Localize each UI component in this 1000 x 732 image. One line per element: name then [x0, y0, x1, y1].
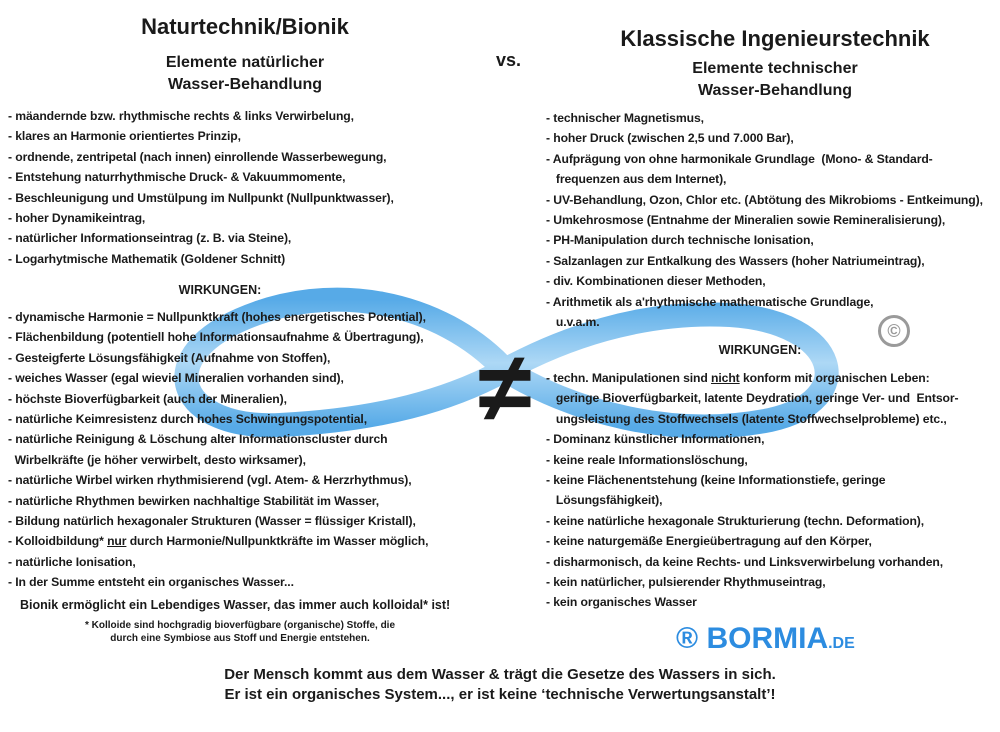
list-item: - weiches Wasser (egal wieviel Mineralien vorhanden sind), [8, 371, 344, 386]
list-item: - Beschleunigung und Umstülpung im Nullpunkt (Nullpunktwasser), [8, 190, 394, 205]
list-item: - Salzanlagen zur Entkalkung des Wassers (hoher Natriumeintrag), [546, 253, 925, 268]
list-item: - Logarhytmische Mathematik (Goldener Schnitt) [8, 251, 286, 266]
list-item: - höchste Bioverfügbarkeit (auch der Mineralien), [8, 391, 287, 406]
list-item: - ordnende, zentripetal (nach innen) einrollende Wasserbewegung, [8, 149, 387, 164]
list-item: - UV-Behandlung, Ozon, Chlor etc. (Abtötung des Mikrobioms - Entkeimung), [546, 192, 983, 207]
list-item: - Gesteigferte Lösungsfähigkeit (Aufnahme von Stoffen), [8, 350, 331, 365]
right-subtitle-1: Elemente technischer [692, 60, 858, 77]
right-subtitle-2: Wasser-Behandlung [697, 82, 853, 99]
footer-line-1: Der Mensch kommt aus dem Wasser & trägt die Gesetze des Wassers in sich. [224, 666, 776, 683]
brand-logo [676, 622, 855, 656]
versus-label: vs. [496, 50, 522, 70]
manip-prefix: - techn. Manipulationen sind [546, 371, 712, 385]
list-item [8, 531, 428, 551]
list-item: - dynamische Harmonie = Nullpunktkraft (hohes energetisches Potential), [8, 310, 426, 324]
list-item: - mäandernde bzw. rhythmische rechts & links Verwirbelung, [8, 109, 354, 123]
not-equal-icon: ≠ [478, 332, 532, 442]
list-item: - PH-Manipulation durch technische Ionisation, [546, 233, 814, 248]
left-items-list [8, 106, 394, 269]
left-subtitle-1: Elemente natürlicher [165, 54, 325, 71]
list-item: - kein organisches Wasser [546, 595, 697, 610]
list-item: - natürliche Reinigung & Löschung alter Informationscluster durch [8, 432, 388, 447]
list-item: - klares an Harmonie orientiertes Prinzip, [8, 129, 241, 144]
list-item: - natürliche Keimresistenz durch hohes Schwingungspotential, [8, 412, 368, 427]
list-item: - natürliche Rhythmen bewirken nachhaltige Stabilität im Wasser, [8, 493, 380, 508]
copyright-icon: © [878, 315, 910, 347]
list-item: - disharmonisch, da keine Rechts- und Linksverwirbelung vorhanden, [546, 554, 944, 569]
list-item: geringe Bioverfügbarkeit, latente Deydration, geringe Ver- und Entsor- [546, 391, 959, 406]
right-items-list [546, 108, 983, 332]
list-item: - Aufprägung von ohne harmonikale Grundlage (Mono- & Standard- [546, 151, 933, 166]
list-item: - natürlicher Informationseintrag (z. B. via Steine), [8, 231, 292, 246]
right-title: Klassische Ingenieurstechnik [620, 26, 930, 51]
colloid-suffix: durch Harmonie/Nullpunktkräfte im Wasser möglich, [126, 534, 429, 549]
list-item: - keine Flächenentstehung (keine Informationstiefe, geringe [546, 473, 886, 488]
colloid-prefix: - Kolloidbildung* [8, 534, 108, 549]
brand-tld: .DE [828, 635, 855, 652]
brand-name: BORMIA [706, 622, 829, 655]
list-item: - natürliche Wirbel wirken rhythmisierend (vgl. Atem- & Herzrhythmus), [8, 473, 412, 488]
list-item: - hoher Dynamikeintrag, [8, 211, 146, 226]
left-effects-list [8, 307, 428, 593]
list-item: - natürliche Ionisation, [8, 554, 136, 569]
list-item: u.v.a.m. [546, 315, 600, 330]
list-item: - keine natürliche hexagonale Strukturierung (techn. Deformation), [546, 513, 925, 528]
list-item [546, 368, 958, 388]
list-item: - Flächenbildung (potentiell hohe Informationsaufnahme & Übertragung), [8, 330, 424, 345]
list-item: - keine naturgemäße Energieübertragung auf den Körper, [546, 534, 872, 549]
right-effects-heading: WIRKUNGEN: [718, 343, 802, 357]
footer-line-2: Er ist ein organisches System..., er ist keine ‘technische Verwertungsanstalt’! [224, 686, 776, 703]
list-item: - Entstehung naturrhythmische Druck- & Vakuummomente, [8, 170, 346, 185]
list-item: - technischer Magnetismus, [546, 111, 704, 125]
manip-suffix: konform mit organischen Leben: [739, 371, 930, 385]
footnote-line-2: durch eine Symbiose aus Stoff und Energie entstehen. [110, 633, 370, 644]
list-item: - Arithmetik als a'rhythmische mathematische Grundlage, [546, 294, 874, 309]
right-effects-list [546, 368, 958, 613]
left-effects-heading: WIRKUNGEN: [178, 283, 262, 297]
list-item: frequenzen aus dem Internet), [546, 172, 727, 187]
list-item: - Umkehrosmose (Entnahme der Mineralien sowie Remineralisierung), [546, 213, 946, 228]
footnote-line-1: * Kolloide sind hochgradig bioverfügbare (organische) Stoffe, die [84, 620, 396, 631]
manip-underlined: nicht [711, 371, 740, 385]
colloid-underlined: nur [107, 534, 127, 549]
list-item: - Bildung natürlich hexagonaler Strukturen (Wasser = flüssiger Kristall), [8, 514, 416, 529]
list-item: - kein natürlicher, pulsierender Rhythmuseintrag, [546, 575, 826, 590]
left-title: Naturtechnik/Bionik [141, 14, 349, 39]
list-item: Lösungsfähigkeit), [546, 493, 663, 508]
list-item: - div. Kombinationen dieser Methoden, [546, 274, 766, 289]
list-item: - Dominanz künstlicher Informationen, [546, 432, 765, 447]
left-conclusion: Bionik ermöglicht ein Lebendiges Wasser, das immer auch kolloidal* ist! [20, 598, 451, 612]
list-item: Wirbelkräfte (je höher verwirbelt, desto wirksamer), [8, 452, 306, 467]
list-item: - keine reale Informationslöschung, [546, 452, 748, 467]
registered-icon: ® [676, 622, 699, 655]
list-item: - In der Summe entsteht ein organisches Wasser... [8, 575, 294, 590]
list-item: ungsleistung des Stoffwechsels (latente Stoffwechselprobleme) etc., [546, 411, 947, 426]
left-subtitle-2: Wasser-Behandlung [167, 76, 323, 93]
list-item: - hoher Druck (zwischen 2,5 und 7.000 Bar), [546, 131, 794, 146]
